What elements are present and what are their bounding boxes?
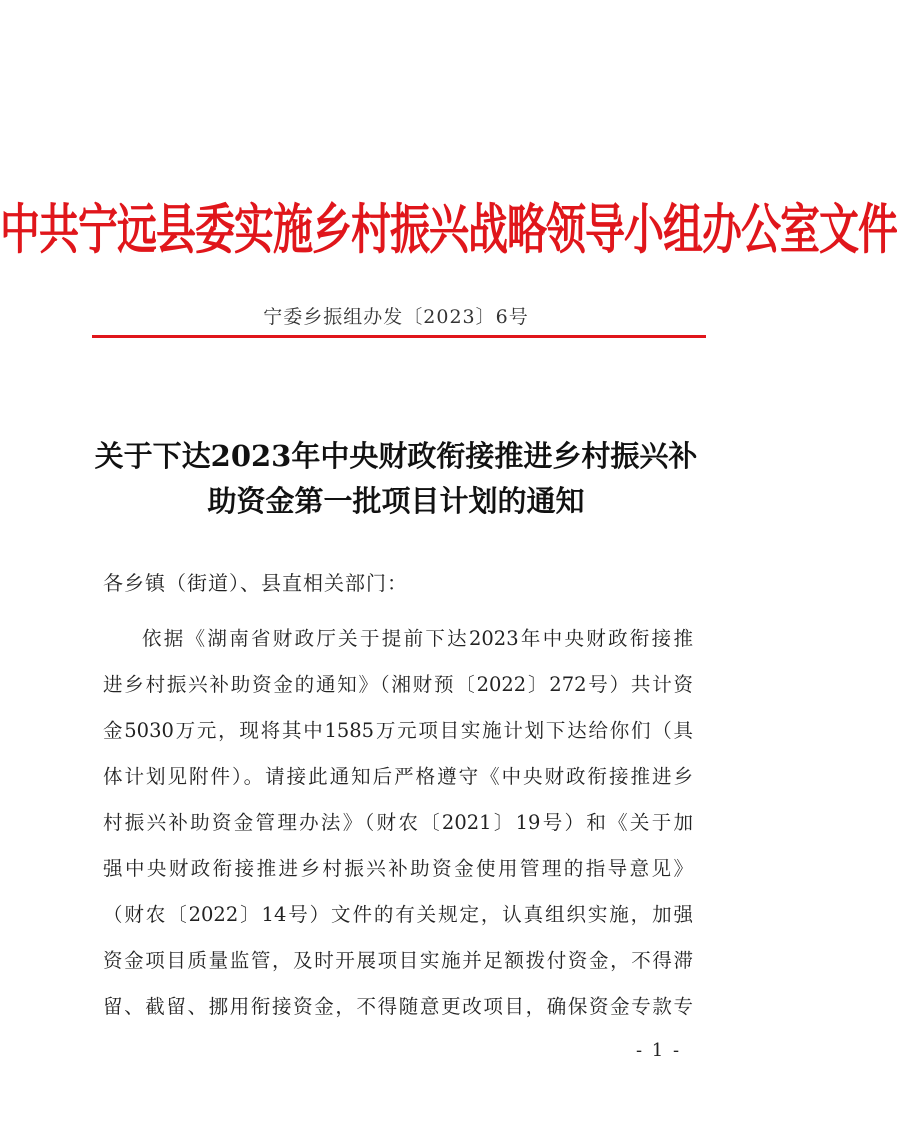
body-line: 体计划见附件）。请接此通知后严格遵守《中央财政衔接推进乡 (103, 765, 693, 788)
notice-title-line-1: 关于下达2023年中央财政衔接推进乡村振兴补 (94, 439, 698, 473)
notice-title-line-2: 助资金第一批项目计划的通知 (207, 484, 585, 518)
body-paragraph (103, 616, 693, 1030)
body-line: 强中央财政衔接推进乡村振兴补助资金使用管理的指导意见》 (103, 857, 693, 880)
body-line: 村振兴补助资金管理办法》（财农〔2021〕19号）和《关于加 (103, 811, 693, 834)
body-line: 金5030万元，现将其中1585万元项目实施计划下达给你们（具 (103, 719, 693, 742)
body-line: 资金项目质量监管，及时开展项目实施并足额拨付资金，不得滞 (103, 949, 693, 972)
document-number: 宁委乡振组办发〔2023〕6号 (263, 306, 529, 328)
salutation: 各乡镇（街道）、县直相关部门： (103, 571, 408, 595)
body-line: 依据《湖南省财政厅关于提前下达2023年中央财政衔接推 (142, 627, 693, 650)
red-divider-line (92, 335, 706, 338)
page-number: - 1 - (636, 1040, 682, 1061)
document-header-title: 中共宁远县委实施乡村振兴战略领导小组办公室文件 (0, 198, 897, 262)
notice-title (0, 434, 792, 524)
body-line: 进乡村振兴补助资金的通知》（湘财预〔2022〕272号）共计资 (103, 673, 693, 696)
body-line: （财农〔2022〕14号）文件的有关规定，认真组织实施，加强 (103, 903, 693, 926)
body-line: 留、截留、挪用衔接资金，不得随意更改项目，确保资金专款专 (103, 995, 693, 1018)
